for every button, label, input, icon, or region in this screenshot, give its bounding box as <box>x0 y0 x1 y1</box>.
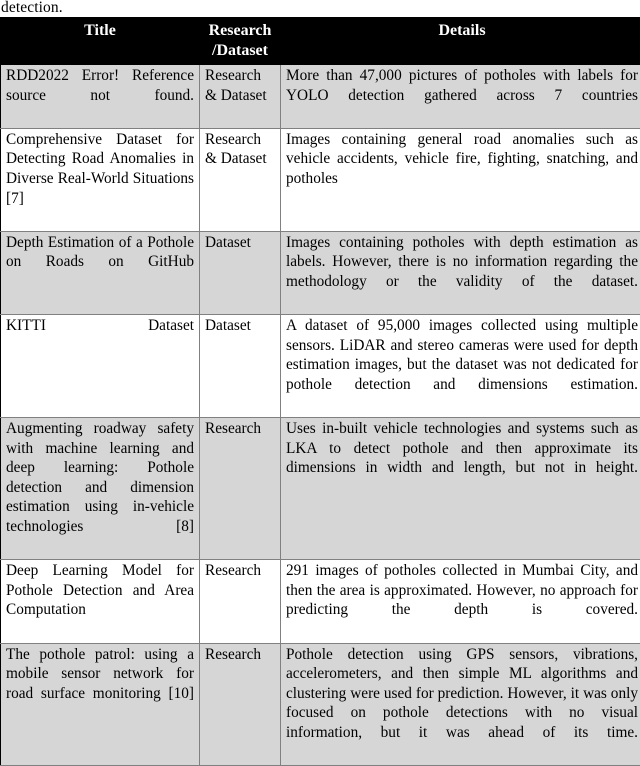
cell-type-text: Dataset <box>205 316 275 336</box>
cell-details-text: 291 images of potholes collected in Mumbai City, and then the area is approximated. However, no approach for predicting the depth is covered. <box>286 561 638 639</box>
cell-type-text: Dataset <box>205 233 275 253</box>
column-header-title <box>1 18 200 66</box>
table-row <box>1 315 640 418</box>
literature-review-table <box>0 17 640 766</box>
cell-title-text: RDD2022 Error! Reference source not found. <box>6 66 194 125</box>
cell-details <box>281 315 640 418</box>
table-header-row <box>1 18 640 66</box>
column-header-details-label: Details <box>285 21 639 41</box>
cell-details-text: Images containing potholes with depth estimation as labels. However, there is no information regarding the methodology or the validity of the dataset. <box>286 233 638 311</box>
cell-details <box>281 643 640 766</box>
cell-type-text: Research <box>205 561 275 581</box>
cell-type <box>200 418 281 560</box>
cell-title-text: Deep Learning Model for Pothole Detection and Area Computation <box>6 561 194 639</box>
cell-type-text: Research <box>205 419 275 439</box>
table-row <box>1 418 640 560</box>
cell-details-text: A dataset of 95,000 images collected using multiple sensors. LiDAR and stereo cameras were used for depth estimation images, but the dataset was not dedicated for pothole detection and dimensions estimation. <box>286 316 638 414</box>
column-header-research-label: Research <box>204 21 276 41</box>
cell-details-text: More than 47,000 pictures of potholes with labels for YOLO detection gathered across 7 countries <box>286 66 638 125</box>
cell-type-text: Research & Dataset <box>205 130 275 169</box>
column-header-title-label: Title <box>5 21 195 41</box>
cell-type <box>200 560 281 643</box>
table-row <box>1 231 640 314</box>
cell-title <box>1 560 200 643</box>
cell-type-text: Research <box>205 645 275 665</box>
cell-title-text: The pothole patrol: using a mobile sensor network for road surface monitoring [10] <box>6 645 194 723</box>
cell-details-text: Pothole detection using GPS sensors, vibrations, accelerometers, and then simple ML algorithms and clustering were used for prediction. However, it was only focused on pothole detections with no visual information, but it was ahead of its time. <box>286 645 638 763</box>
table-row <box>1 65 640 128</box>
cell-type <box>200 643 281 766</box>
cell-title-text: Depth Estimation of a Pothole on Roads on GitHub <box>6 233 194 292</box>
table-row <box>1 560 640 643</box>
cell-title-text: KITTI Dataset <box>6 316 194 355</box>
table-header <box>1 18 640 66</box>
cell-title <box>1 643 200 766</box>
cell-title <box>1 315 200 418</box>
paragraph-lead-text: detection. <box>0 0 640 17</box>
cell-type <box>200 128 281 231</box>
table-row <box>1 643 640 766</box>
cell-title <box>1 65 200 128</box>
cell-title <box>1 231 200 314</box>
column-header-research-dataset <box>200 18 281 66</box>
cell-type <box>200 315 281 418</box>
cell-details-text: Uses in-built vehicle technologies and systems such as LKA to detect pothole and then approximate its dimensions in width and length, but not in height. <box>286 419 638 497</box>
cell-title <box>1 418 200 560</box>
cell-type <box>200 65 281 128</box>
cell-details <box>281 231 640 314</box>
cell-type <box>200 231 281 314</box>
cell-title-text: Augmenting roadway safety with machine learning and deep learning: Pothole detection and dimension estimation using in-vehicle technologies [8] <box>6 419 194 556</box>
cell-details <box>281 128 640 231</box>
table-body <box>1 65 640 766</box>
cell-title-text: Comprehensive Dataset for Detecting Road Anomalies in Diverse Real-World Situations [7] <box>6 130 194 228</box>
cell-details-text: Images containing general road anomalies such as vehicle accidents, vehicle fire, fighting, snatching, and potholes <box>286 130 638 208</box>
cell-details <box>281 560 640 643</box>
cell-type-text: Research & Dataset <box>205 66 275 105</box>
cell-title <box>1 128 200 231</box>
cell-details <box>281 65 640 128</box>
column-header-details <box>281 18 640 66</box>
cell-details <box>281 418 640 560</box>
column-header-dataset-label: /Dataset <box>204 41 276 61</box>
table-row <box>1 128 640 231</box>
